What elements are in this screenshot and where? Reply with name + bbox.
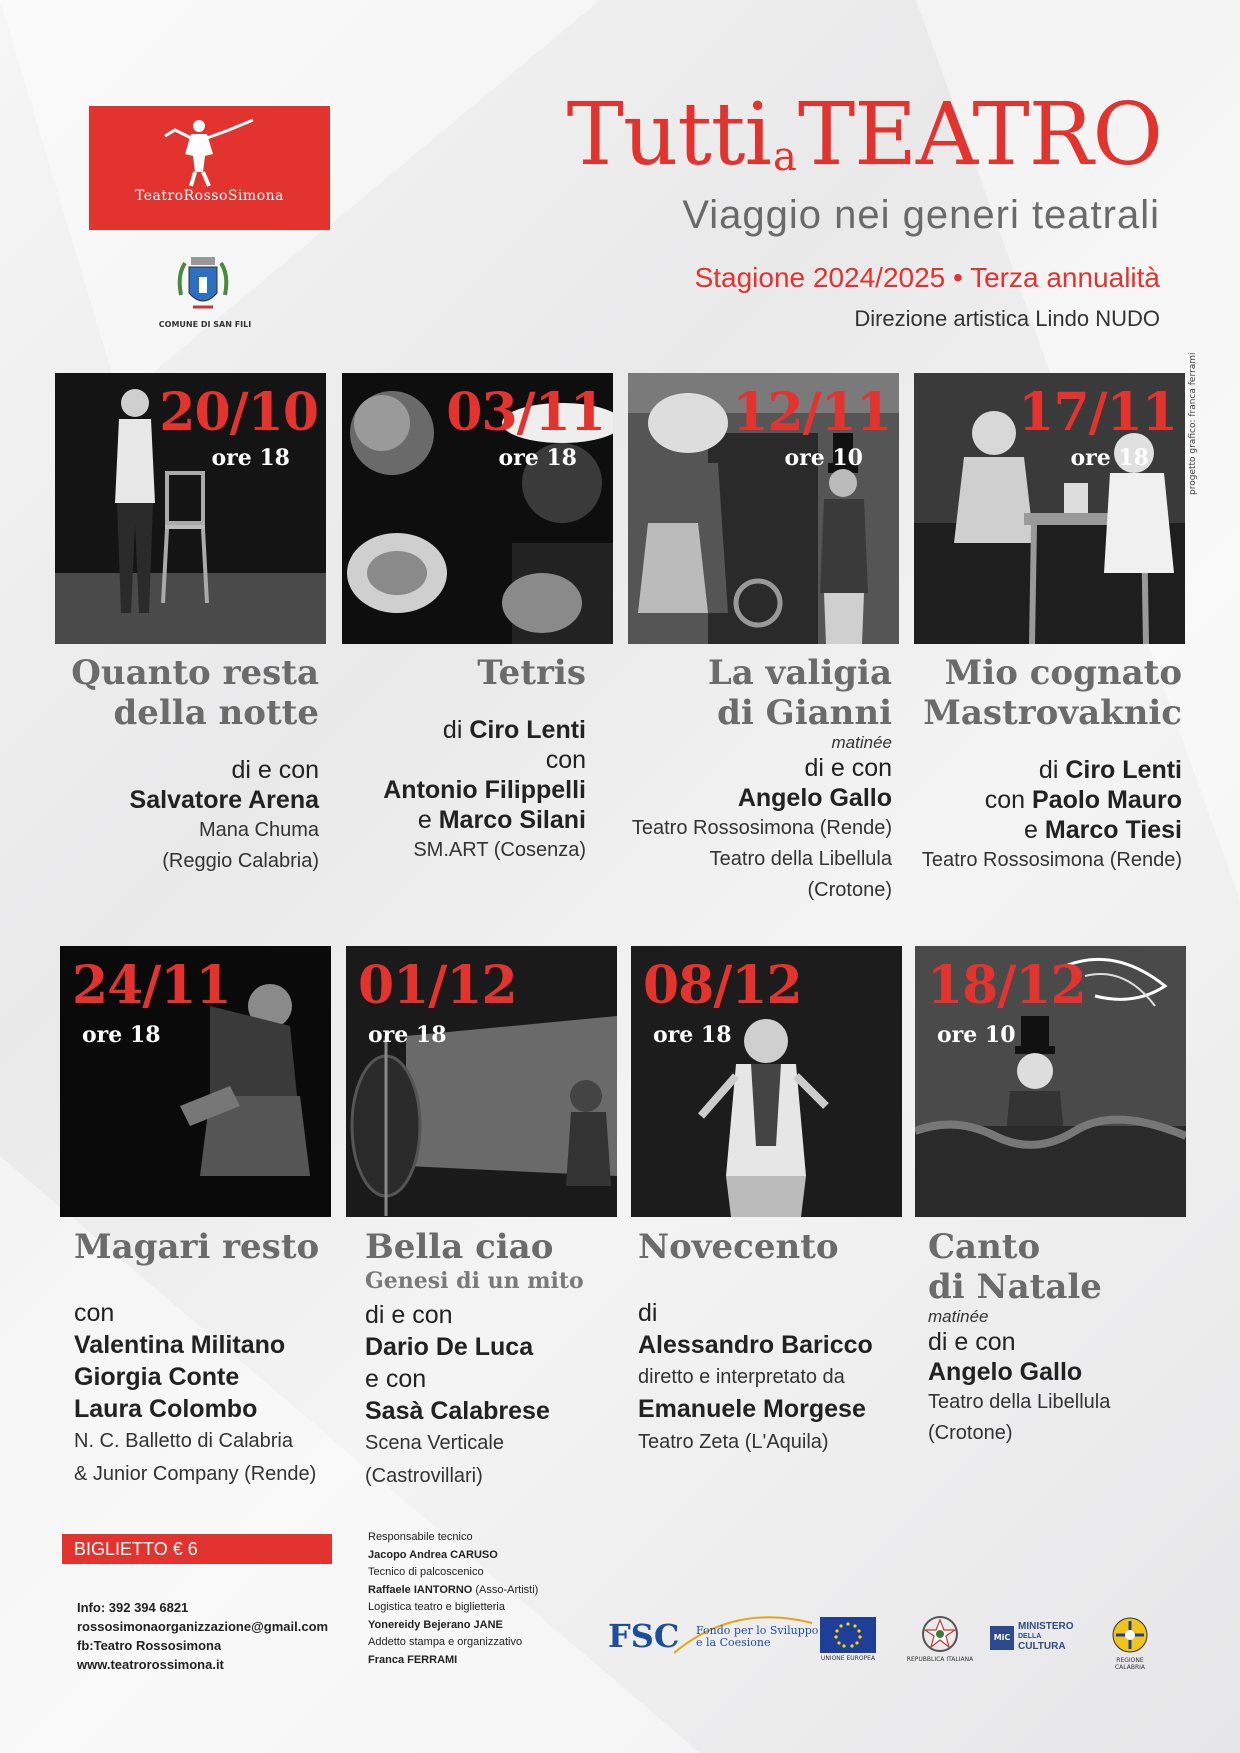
credit-line: diretto e interpretato da [638, 1366, 845, 1388]
staff-role: Tecnico di palcoscenico [368, 1566, 484, 1578]
title-tutti: Tutti [566, 85, 771, 185]
fsc-acronym: FSC [608, 1617, 680, 1655]
subtitle: Viaggio nei generi teatrali [682, 193, 1160, 237]
performer: Laura Colombo [74, 1395, 258, 1423]
event-info-5 [74, 1227, 345, 1491]
event-time: ore 18 [368, 1022, 447, 1048]
event-info-1 [48, 653, 319, 877]
event-date: 17/11 [1018, 382, 1177, 443]
event-time: ore 18 [653, 1022, 732, 1048]
company-city: (Crotone) [807, 879, 892, 901]
event-time: ore 18 [498, 445, 577, 471]
credit-line: di [638, 1299, 658, 1327]
matinee-label: matinée [928, 1307, 989, 1326]
company-city: (Crotone) [928, 1422, 1013, 1444]
credit-line: con Paolo Mauro [984, 786, 1182, 814]
performer: e Marco Silani [417, 806, 586, 834]
event-photo-8 [915, 946, 1186, 1217]
staff-name: Franca FERRAMI [368, 1653, 458, 1666]
credit-line: di Ciro Lenti [442, 716, 586, 744]
performer: Antonio Filippelli [383, 776, 586, 804]
fencer-logo-icon [157, 116, 257, 188]
show-title: Mio cognato Mastrovaknic [923, 653, 1182, 733]
credit-line: e Marco Tiesi [1024, 816, 1182, 844]
ministero-cultura-logo [990, 1622, 1086, 1658]
company-name: Mana Chuma [198, 819, 319, 841]
credit-line: con [545, 746, 586, 774]
fsc-name: Fondo per lo Sviluppo e la Coesione [696, 1624, 819, 1649]
eu-logo [818, 1617, 878, 1662]
eu-flag-icon [820, 1617, 876, 1653]
event-date: 03/11 [446, 382, 605, 443]
credit-line: di e con [365, 1301, 453, 1329]
event-photo-5 [60, 946, 331, 1217]
event-photo-1 [55, 373, 326, 644]
regione-calabria-logo [1102, 1615, 1158, 1671]
calabria-emblem-icon [1112, 1615, 1148, 1655]
company-logo-text: TeatroRossoSimona [134, 188, 285, 204]
mic-badge: MiC [990, 1626, 1014, 1650]
it-label: REPUBBLICA ITALIANA [906, 1656, 974, 1663]
event-photo-7 [631, 946, 902, 1217]
staff-name: Raffaele IANTORNO (Asso-Artisti) [368, 1583, 539, 1596]
calabria-label: REGIONE CALABRIA [1114, 1657, 1146, 1671]
event-date: 18/12 [927, 955, 1086, 1016]
company-name: Teatro della Libellula [709, 848, 892, 870]
staff-name: Yonereidy Bejerano JANE [368, 1618, 503, 1631]
company-name: Teatro Rossosimona (Rende) [921, 849, 1182, 871]
performer: Emanuele Morgese [638, 1395, 866, 1423]
credit-line: di e con [804, 754, 892, 782]
staff-credits [368, 1529, 538, 1669]
credit-line: di Ciro Lenti [1038, 756, 1182, 784]
show-title: Quanto resta della notte [71, 653, 319, 733]
company-city: (Castrovillari) [365, 1465, 483, 1487]
info-phone: Info: 392 394 6821 [77, 1600, 189, 1615]
matinee-label: matinée [831, 733, 892, 752]
show-title: Bella ciao [365, 1227, 554, 1267]
author: Alessandro Baricco [638, 1331, 873, 1359]
italian-emblem-icon [920, 1614, 960, 1654]
title-teatro: TEATRO [797, 85, 1162, 185]
event-date: 01/12 [358, 955, 517, 1016]
event-photo-2 [342, 373, 613, 644]
company-name: Teatro Zeta (L'Aquila) [638, 1431, 829, 1453]
event-time: ore 18 [211, 445, 290, 471]
main-title [566, 85, 1162, 185]
ticket-price: BIGLIETTO € 6 [62, 1534, 332, 1564]
event-date: 20/10 [159, 382, 318, 443]
artistic-direction: Direzione artistica Lindo NUDO [854, 306, 1160, 331]
staff-name: Jacopo Andrea CARUSO [368, 1548, 498, 1561]
event-info-4 [911, 653, 1182, 876]
event-time: ore 18 [82, 1022, 161, 1048]
event-info-6 [365, 1227, 636, 1493]
event-date: 12/11 [732, 382, 891, 443]
company-name: Teatro della Libellula [928, 1391, 1111, 1413]
municipality-label: COMUNE DI SAN FILI [158, 320, 252, 329]
event-time: ore 10 [937, 1022, 1016, 1048]
info-website[interactable]: www.teatrorossimona.it [77, 1657, 224, 1672]
performer: Dario De Luca [365, 1333, 534, 1361]
credit-line: di e con [231, 756, 319, 784]
graphic-credit: progetto grafico: franca ferrami [1188, 352, 1198, 495]
mic-label: MINISTERO DELLA CULTURA [1018, 1621, 1074, 1652]
event-photo-6 [346, 946, 617, 1217]
credit-line: di e con [928, 1328, 1016, 1356]
repubblica-italiana-logo [905, 1614, 975, 1663]
performer: Angelo Gallo [737, 784, 892, 812]
performer: Salvatore Arena [129, 786, 319, 814]
event-photo-3 [628, 373, 899, 644]
show-title: La valigia di Gianni [707, 653, 892, 733]
contact-info [77, 1598, 328, 1674]
performer: Angelo Gallo [928, 1358, 1083, 1386]
performer: Valentina Militano [74, 1331, 286, 1359]
company-name: Scena Verticale [365, 1432, 504, 1454]
company-city: (Reggio Calabria) [162, 850, 319, 872]
event-time: ore 18 [1070, 445, 1149, 471]
event-info-2 [315, 653, 586, 866]
credit-line: e con [365, 1365, 427, 1393]
fsc-logo [608, 1613, 819, 1663]
event-info-7 [638, 1227, 909, 1459]
title-a: a [772, 134, 796, 180]
event-time: ore 10 [784, 445, 863, 471]
company-name: Teatro Rossosimona (Rende) [631, 817, 892, 839]
info-email[interactable]: rossosimonaorganizzazione@gmail.com [77, 1619, 329, 1634]
show-title: Tetris [477, 653, 586, 693]
event-photo-4 [914, 373, 1185, 644]
staff-role: Logistica teatro e biglietteria [368, 1601, 505, 1613]
info-facebook[interactable]: fb:Teatro Rossosimona [77, 1638, 222, 1653]
company-name: & Junior Company (Rende) [74, 1463, 317, 1485]
staff-role: Responsabile tecnico [368, 1531, 473, 1543]
show-subtitle: Genesi di un mito [365, 1268, 584, 1294]
event-info-8 [928, 1227, 1199, 1449]
show-title: Canto di Natale [928, 1227, 1102, 1307]
show-title: Magari resto [74, 1227, 320, 1267]
season-label: Stagione 2024/2025 • Terza annualità [694, 262, 1160, 293]
teatro-rossosimona-logo [89, 106, 330, 230]
event-info-3 [621, 653, 892, 906]
san-fili-crest-icon [175, 255, 231, 325]
performer: Giorgia Conte [74, 1363, 240, 1391]
staff-role: Addetto stampa e organizzativo [368, 1636, 523, 1648]
performer: Sasà Calabrese [365, 1397, 550, 1425]
company-name: SM.ART (Cosenza) [413, 839, 586, 861]
credit-line: con [74, 1299, 115, 1327]
event-date: 08/12 [643, 955, 802, 1016]
eu-label: UNIONE EUROPEA [820, 1655, 876, 1662]
event-date: 24/11 [72, 955, 231, 1016]
show-title: Novecento [638, 1227, 839, 1267]
company-name: N. C. Balletto di Calabria [74, 1430, 293, 1452]
